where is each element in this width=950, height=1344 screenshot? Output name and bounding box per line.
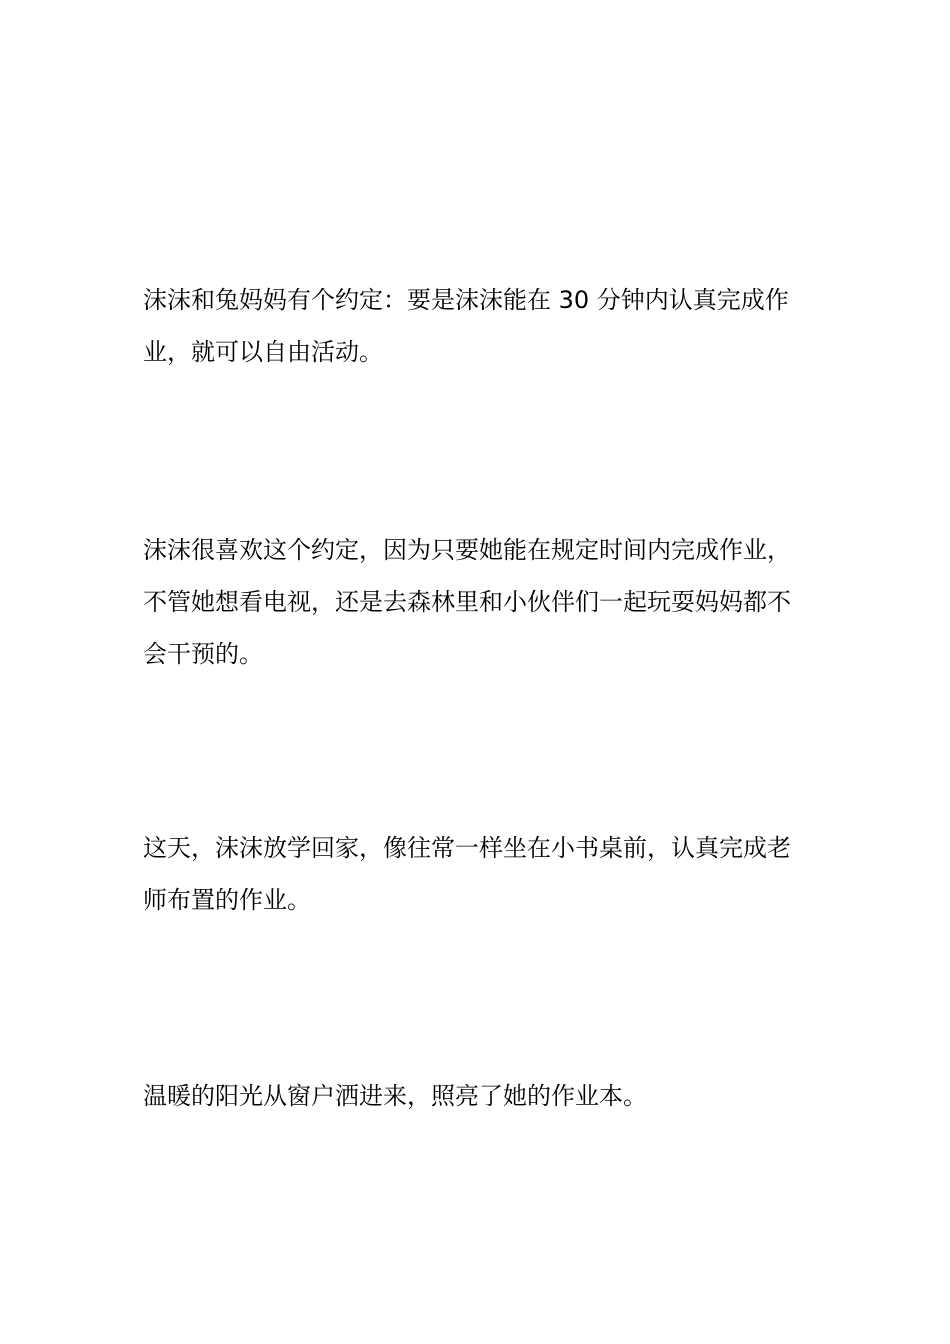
paragraph-4: 温暖的阳光从窗户洒进来，照亮了她的作业本。 [143,1082,647,1110]
paragraph-1: 沫沫和兔妈妈有个约定：要是沫沫能在 30 分钟内认真完成作业，就可以自由活动。 [143,286,789,366]
paragraph-2: 沫沫很喜欢这个约定，因为只要她能在规定时间内完成作业，不管她想看电视，还是去森林里和小伙伴们一起玩耍妈妈都不会干预的。 [143,536,791,668]
paragraph-3: 这天，沫沫放学回家，像往常一样坐在小书桌前，认真完成老师布置的作业。 [143,834,791,914]
